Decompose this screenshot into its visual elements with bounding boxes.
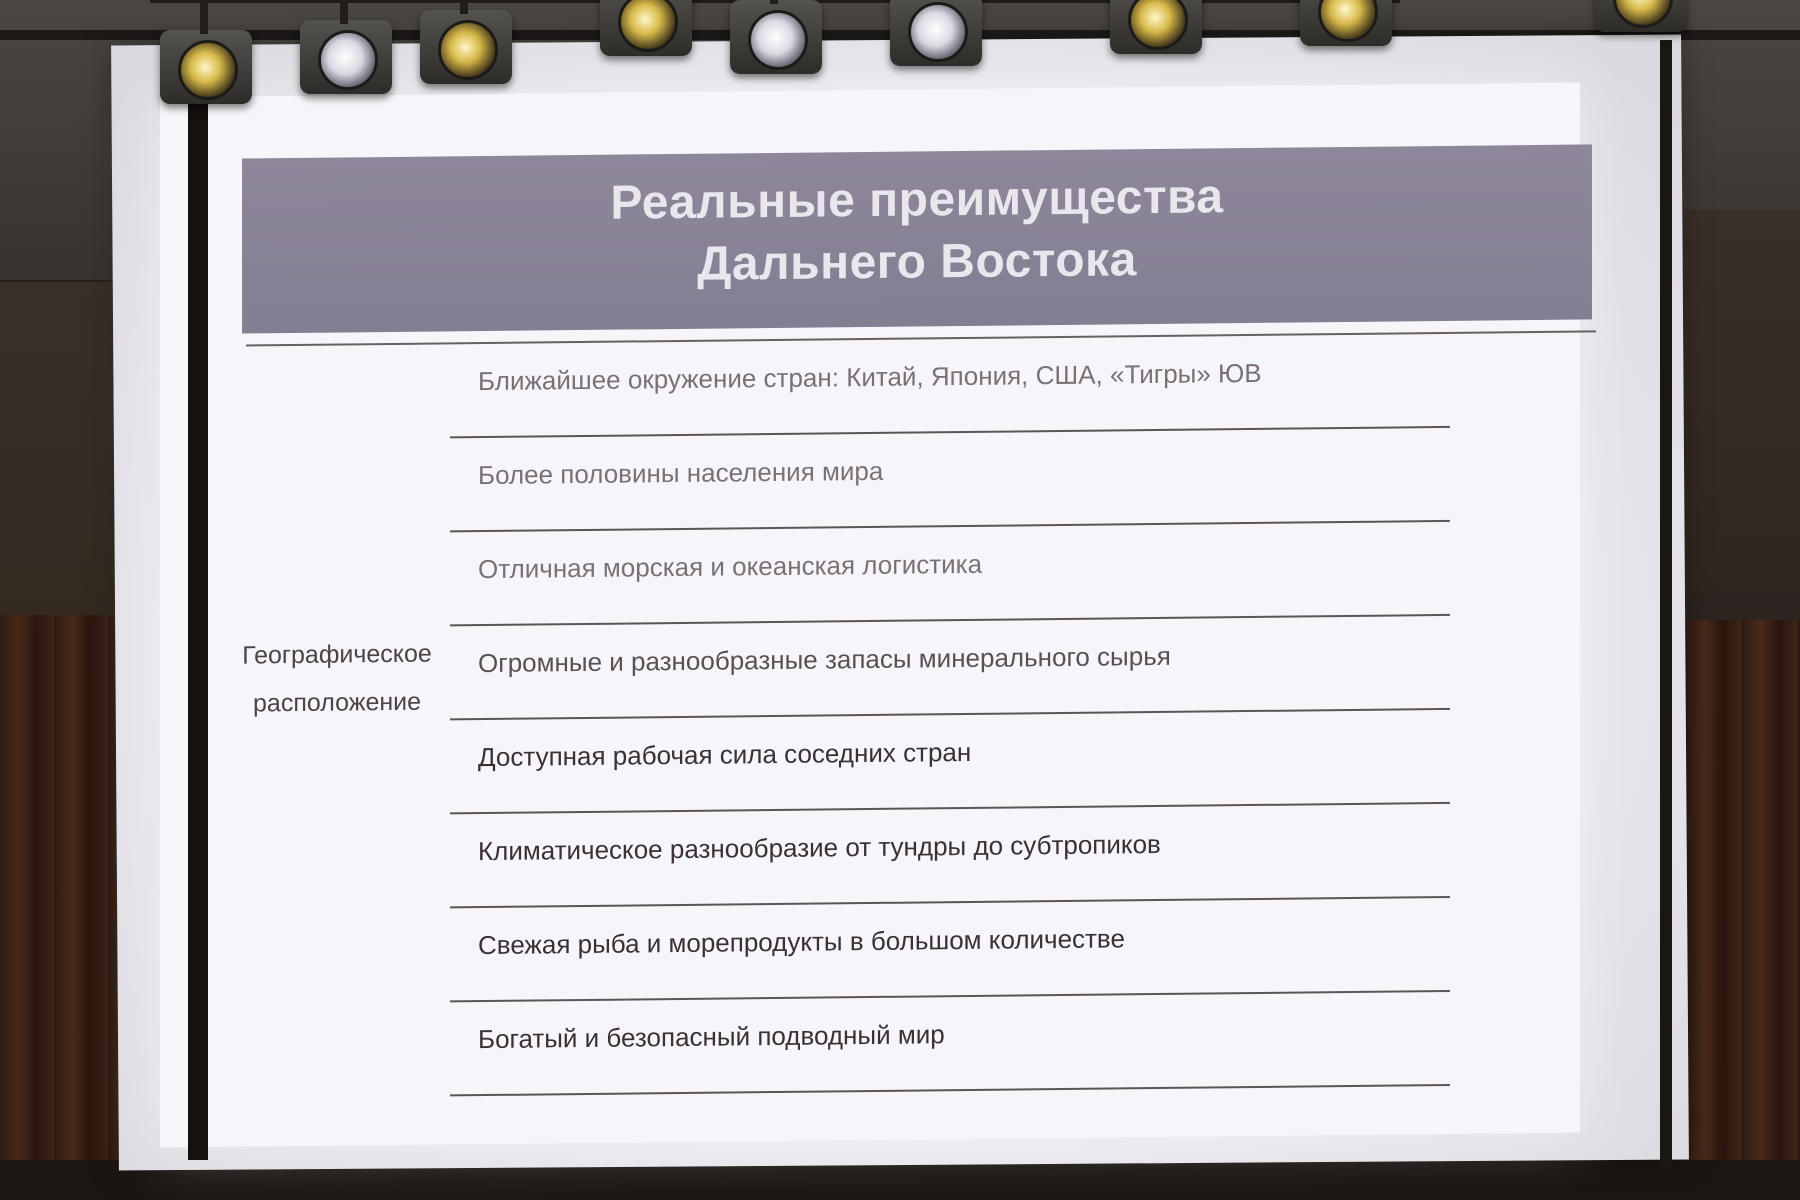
stage-light-icon [160, 30, 252, 104]
stage-light-icon [1595, 0, 1687, 32]
advantages-list [450, 334, 1450, 1097]
stage-light-icon [1300, 0, 1392, 46]
right-curtain [1685, 620, 1800, 1200]
slide-title: Реальные преимущества Дальнего Востока [610, 170, 1224, 291]
list-item [450, 522, 1450, 626]
presentation-slide [160, 83, 1580, 1148]
stage-light-icon [300, 20, 392, 94]
list-item [450, 616, 1450, 720]
stage-light-icon [730, 0, 822, 74]
screen-frame-left [188, 40, 208, 1160]
list-item-text: Богатый и безопасный подводный мир [478, 1019, 945, 1055]
list-item [450, 804, 1450, 908]
left-curtain [0, 615, 130, 1200]
slide-title-bar [242, 144, 1592, 333]
right-wall-panel [1675, 210, 1800, 595]
list-item-text: Ближайшее окружение стран: Китай, Япония, США, «Тигры» ЮВ [478, 357, 1262, 397]
screen-frame-right [1660, 40, 1672, 1170]
list-item-text: Огромные и разнообразные запасы минерального сырья [478, 640, 1171, 679]
stage-light-icon [890, 0, 982, 66]
list-item-text: Свежая рыба и морепродукты в большом количестве [478, 923, 1125, 961]
list-item [450, 898, 1450, 1002]
list-item-text: Отличная морская и океанская логистика [478, 548, 983, 585]
stage-light-icon [420, 10, 512, 84]
list-item-text: Климатическое разнообразие от тундры до субтропиков [478, 828, 1161, 867]
list-item [450, 992, 1450, 1096]
list-item [450, 710, 1450, 814]
stage-light-icon [600, 0, 692, 56]
list-item-text: Более половины населения мира [478, 455, 884, 491]
list-item-text: Доступная рабочая сила соседних стран [478, 736, 972, 773]
list-item [450, 334, 1450, 438]
stage-light-icon [1110, 0, 1202, 54]
list-item [450, 428, 1450, 532]
category-label: Географическое расположение [242, 639, 432, 718]
